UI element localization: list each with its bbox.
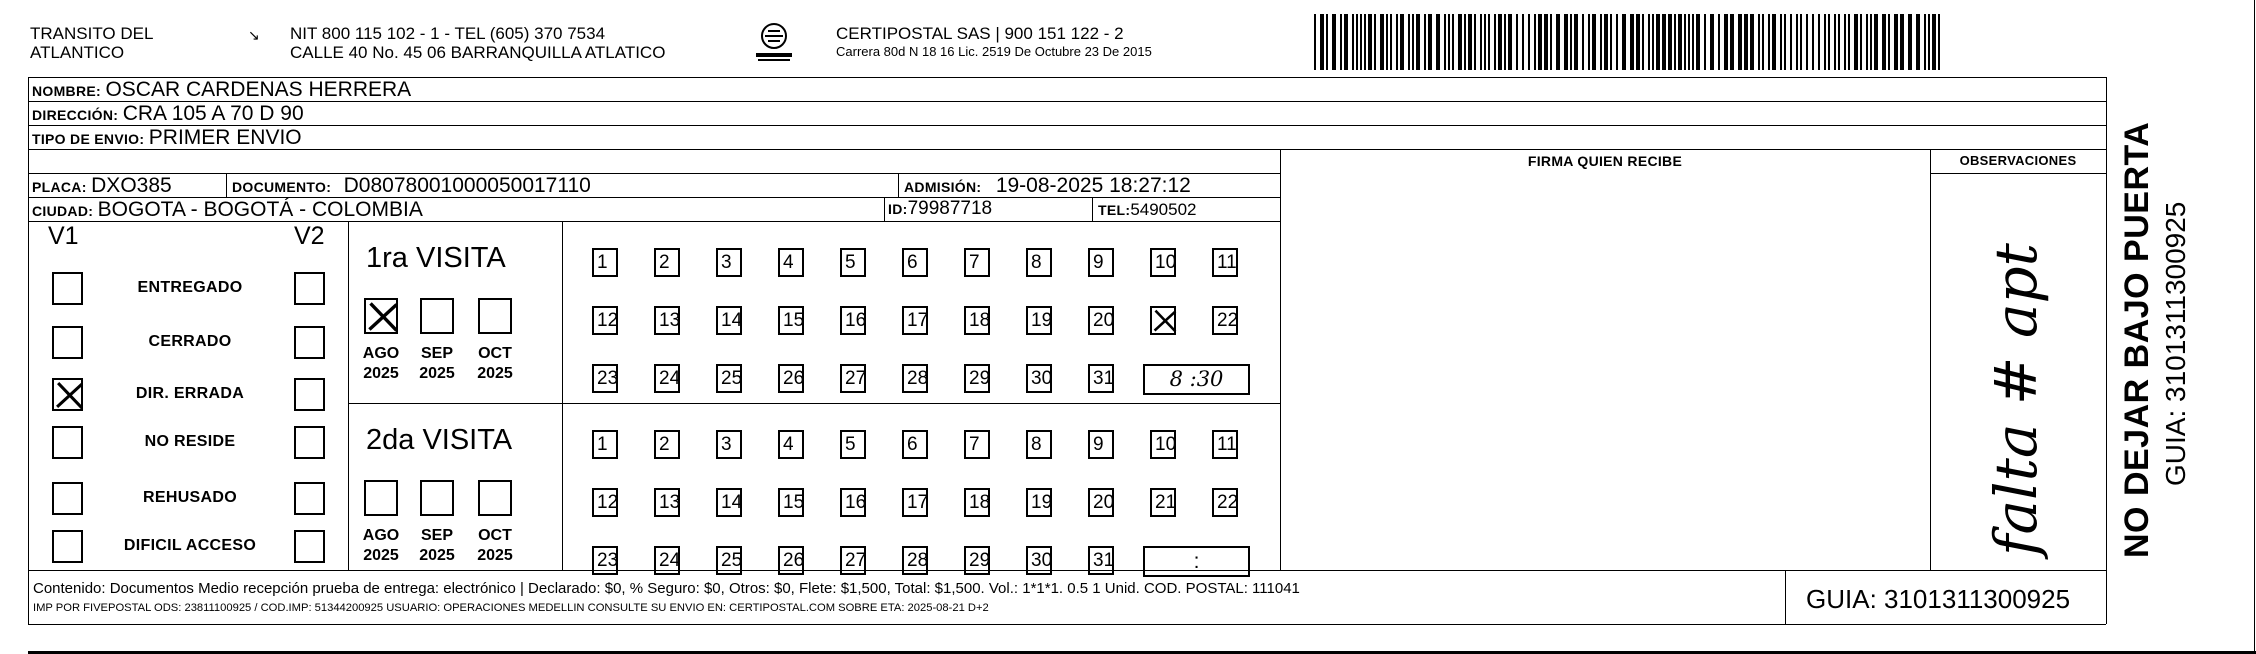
v2-header: V2 <box>294 222 325 250</box>
tel-field: TEL:5490502 <box>1098 200 1197 219</box>
month-year: 2025 <box>363 365 399 382</box>
status-label-1: CERRADO <box>148 333 232 350</box>
day-box-0-29[interactable] <box>964 364 990 393</box>
month-label-1-2 <box>470 526 520 566</box>
day-box-0-15[interactable] <box>778 306 804 335</box>
day-number: 18 <box>969 310 991 331</box>
day-number: 15 <box>783 310 805 331</box>
visit-title-0: 1ra VISITA <box>366 242 506 274</box>
tipo-envio-row: TIPO DE ENVIO: PRIMER ENVIO <box>32 126 302 149</box>
day-box-0-23[interactable] <box>592 364 618 393</box>
status-label-4: REHUSADO <box>143 489 237 506</box>
day-number: 13 <box>659 492 681 513</box>
day-number: 3 <box>721 434 732 455</box>
day-number: 14 <box>721 492 743 513</box>
day-number: 9 <box>1093 434 1104 455</box>
day-box-0-22[interactable] <box>1212 306 1238 335</box>
day-number: 11 <box>1217 434 1237 455</box>
month-year: 2025 <box>363 547 399 564</box>
month-year: 2025 <box>477 365 513 382</box>
month-label-0-1 <box>412 344 462 384</box>
day-box-1-23[interactable] <box>592 546 618 575</box>
day-number: 4 <box>783 252 794 273</box>
day-number: 23 <box>597 368 619 389</box>
month-name: SEP <box>420 345 453 362</box>
day-box-0-27[interactable] <box>840 364 866 393</box>
direccion-value: CRA 105 A 70 D 90 <box>122 102 304 125</box>
no-dejar-bajo-puerta: NO DEJAR BAJO PUERTA <box>2118 121 2156 558</box>
nombre-value: OSCAR CARDENAS HERRERA <box>105 78 412 101</box>
day-number: 25 <box>721 368 743 389</box>
footer-imp-line: IMP POR FIVEPOSTAL ODS: 23811100925 / COD.IMP: 51344200925 USUARIO: OPERACIONES MEDELLIN CONSULTE SU ENVIO EN: CERTIPOSTAL.COM SOBRE ETA: 2025-08-21 D+2 <box>33 602 989 614</box>
day-number: 27 <box>845 550 867 571</box>
day-box-0-13[interactable] <box>654 306 680 335</box>
day-box-1-15[interactable] <box>778 488 804 517</box>
day-number: 4 <box>783 434 794 455</box>
day-number: 26 <box>783 550 805 571</box>
day-number: 2 <box>659 252 670 273</box>
day-number: 19 <box>1031 310 1053 331</box>
direccion-row: DIRECCIÓN: CRA 105 A 70 D 90 <box>32 102 304 125</box>
issuer-contact: NIT 800 115 102 - 1 - TEL (605) 370 7534 CALLE 40 No. 45 06 BARRANQUILLA ATLATICO <box>290 24 666 62</box>
checkbox-v1-3[interactable] <box>52 426 83 459</box>
day-box-1-17[interactable] <box>902 488 928 517</box>
guia-vertical: GUIA: 3101311300925 <box>2160 201 2191 486</box>
small-mark: ↘ <box>248 27 260 43</box>
day-box-1-2[interactable] <box>654 430 680 459</box>
day-number: 24 <box>659 550 681 571</box>
nombre-row: NOMBRE: OSCAR CARDENAS HERRERA <box>32 78 412 101</box>
tipo-envio-value: PRIMER ENVIO <box>148 126 302 149</box>
day-number: 6 <box>907 434 918 455</box>
month-checkbox-1-1[interactable] <box>420 480 454 516</box>
checkbox-v1-0[interactable] <box>52 272 83 305</box>
day-number: 20 <box>1093 310 1115 331</box>
footer-guia: GUIA: 3101311300925 <box>1806 584 2071 614</box>
day-box-1-6[interactable] <box>902 430 928 459</box>
day-number: 7 <box>969 252 980 273</box>
day-box-0-11[interactable] <box>1212 248 1238 277</box>
day-box-0-28[interactable] <box>902 364 928 393</box>
day-box-1-10[interactable] <box>1150 430 1176 459</box>
month-year: 2025 <box>477 547 513 564</box>
day-box-1-8[interactable] <box>1026 430 1052 459</box>
day-number: 3 <box>721 252 732 273</box>
day-box-0-3[interactable] <box>716 248 742 277</box>
checkbox-v1-5[interactable] <box>52 530 83 563</box>
day-box-0-21[interactable] <box>1150 306 1176 335</box>
day-number: 25 <box>721 550 743 571</box>
day-number: 10 <box>1155 434 1177 455</box>
day-number: 8 <box>1031 252 1042 273</box>
checkbox-v2-4[interactable] <box>294 482 325 515</box>
day-number: 26 <box>783 368 805 389</box>
day-box-0-31[interactable] <box>1088 364 1114 393</box>
day-box-0-1[interactable] <box>592 248 618 277</box>
checkbox-v1-4[interactable] <box>52 482 83 515</box>
day-box-1-30[interactable] <box>1026 546 1052 575</box>
status-label-0: ENTREGADO <box>137 279 243 296</box>
day-box-1-26[interactable] <box>778 546 804 575</box>
visit-time-box-0[interactable] <box>1143 364 1250 395</box>
day-box-1-31[interactable] <box>1088 546 1114 575</box>
checkbox-v2-2[interactable] <box>294 378 325 411</box>
month-checkbox-0-0[interactable] <box>364 298 398 334</box>
certipostal-logo <box>752 20 796 64</box>
visit-title-1: 2da VISITA <box>366 424 513 456</box>
day-number: 28 <box>907 368 929 389</box>
placa-field: PLACA: DXO385 <box>32 174 172 197</box>
month-name: AGO <box>362 345 400 362</box>
day-box-0-8[interactable] <box>1026 248 1052 277</box>
month-label-1-0 <box>356 526 406 566</box>
day-number: 9 <box>1093 252 1104 273</box>
day-box-0-25[interactable] <box>716 364 742 393</box>
month-name: AGO <box>362 527 400 544</box>
day-box-1-21[interactable] <box>1150 488 1176 517</box>
day-number: 2 <box>659 434 670 455</box>
day-box-1-27[interactable] <box>840 546 866 575</box>
visit-time: : <box>1193 550 1200 573</box>
id-value: 79987718 <box>907 198 993 219</box>
month-year: 2025 <box>419 365 455 382</box>
id-field: ID:79987718 <box>888 198 993 219</box>
day-box-1-16[interactable] <box>840 488 866 517</box>
day-box-0-7[interactable] <box>964 248 990 277</box>
day-box-1-12[interactable] <box>592 488 618 517</box>
placa-value: DXO385 <box>91 174 172 197</box>
day-number: 10 <box>1155 252 1177 273</box>
day-box-0-10[interactable] <box>1150 248 1176 277</box>
month-checkbox-1-0[interactable] <box>364 480 398 516</box>
day-box-0-12[interactable] <box>592 306 618 335</box>
day-number: 15 <box>783 492 805 513</box>
day-number: 21 <box>1155 492 1177 513</box>
checkbox-v1-2[interactable] <box>52 378 83 411</box>
admision-field: ADMISIÓN: 19-08-2025 18:27:12 <box>904 174 1191 197</box>
month-name: OCT <box>478 345 512 362</box>
day-number: 29 <box>969 550 991 571</box>
day-box-1-3[interactable] <box>716 430 742 459</box>
tel-value: 5490502 <box>1130 200 1197 219</box>
day-box-1-24[interactable] <box>654 546 680 575</box>
day-number: 1 <box>597 434 608 455</box>
day-number: 7 <box>969 434 980 455</box>
day-number: 22 <box>1217 492 1239 513</box>
day-number: 27 <box>845 368 867 389</box>
checkbox-v2-5[interactable] <box>294 530 325 563</box>
day-box-0-5[interactable] <box>840 248 866 277</box>
day-box-1-13[interactable] <box>654 488 680 517</box>
day-number: 14 <box>721 310 743 331</box>
day-number: 19 <box>1031 492 1053 513</box>
status-label-2: DIR. ERRADA <box>135 385 245 402</box>
day-box-1-1[interactable] <box>592 430 618 459</box>
day-box-0-18[interactable] <box>964 306 990 335</box>
day-number: 18 <box>969 492 991 513</box>
barcode <box>1314 14 1948 70</box>
day-box-1-4[interactable] <box>778 430 804 459</box>
month-label-0-2 <box>470 344 520 384</box>
day-number: 29 <box>969 368 991 389</box>
visit-time: 8 :30 <box>1169 367 1224 391</box>
day-box-1-18[interactable] <box>964 488 990 517</box>
day-box-1-11[interactable] <box>1212 430 1238 459</box>
day-number: 12 <box>597 492 619 513</box>
month-label-0-0 <box>356 344 406 384</box>
month-checkbox-0-1[interactable] <box>420 298 454 334</box>
day-box-1-9[interactable] <box>1088 430 1114 459</box>
day-number: 30 <box>1031 550 1053 571</box>
day-number: 31 <box>1093 550 1115 571</box>
day-number: 16 <box>845 310 867 331</box>
day-box-0-9[interactable] <box>1088 248 1114 277</box>
day-box-0-6[interactable] <box>902 248 928 277</box>
day-number: 30 <box>1031 368 1053 389</box>
day-box-1-7[interactable] <box>964 430 990 459</box>
day-box-1-14[interactable] <box>716 488 742 517</box>
day-box-0-2[interactable] <box>654 248 680 277</box>
day-box-1-20[interactable] <box>1088 488 1114 517</box>
day-number: 12 <box>597 310 619 331</box>
courier-info: CERTIPOSTAL SAS | 900 151 122 - 2 Carrera 80d N 18 16 Lic. 2519 De Octubre 23 De 2015 <box>836 24 1152 59</box>
day-box-1-22[interactable] <box>1212 488 1238 517</box>
observaciones-label: OBSERVACIONES <box>1959 153 2077 168</box>
day-number: 5 <box>845 252 856 273</box>
firma-label: FIRMA QUIEN RECIBE <box>1527 153 1683 169</box>
footer-contenido: Contenido: Documentos Medio recepción prueba de entrega: electrónico | Declarado: $0, % Seguro: $0, Otros: $0, Flete: $1,500, Total: $1,500. Vol.: 1*1*1. 0.5 1 Unid. COD. POSTAL: 111041 <box>33 580 1300 597</box>
day-box-1-28[interactable] <box>902 546 928 575</box>
ciudad-field: CIUDAD: BOGOTA - BOGOTÁ - COLOMBIA <box>32 198 423 221</box>
day-number: 16 <box>845 492 867 513</box>
day-box-0-19[interactable] <box>1026 306 1052 335</box>
issuer-name: TRANSITO DEL ATLANTICO <box>30 24 154 62</box>
day-number: 17 <box>907 310 929 331</box>
day-box-1-5[interactable] <box>840 430 866 459</box>
month-name: OCT <box>478 527 512 544</box>
checkbox-v2-0[interactable] <box>294 272 325 305</box>
day-box-0-14[interactable] <box>716 306 742 335</box>
month-checkbox-0-2[interactable] <box>478 298 512 334</box>
day-box-1-19[interactable] <box>1026 488 1052 517</box>
checkbox-v2-3[interactable] <box>294 426 325 459</box>
day-number: 31 <box>1093 368 1115 389</box>
status-label-5: DIFICIL ACCESO <box>123 537 257 554</box>
checkbox-v2-1[interactable] <box>294 326 325 359</box>
day-number: 8 <box>1031 434 1042 455</box>
day-box-0-24[interactable] <box>654 364 680 393</box>
v1-header: V1 <box>48 222 79 250</box>
day-number: 23 <box>597 550 619 571</box>
day-number: 20 <box>1093 492 1115 513</box>
documento-value: D08078001000050017110 <box>343 174 591 197</box>
month-checkbox-1-2[interactable] <box>478 480 512 516</box>
day-box-0-20[interactable] <box>1088 306 1114 335</box>
documento-field: DOCUMENTO: D08078001000050017110 <box>232 174 591 197</box>
month-name: SEP <box>420 527 453 544</box>
day-box-0-16[interactable] <box>840 306 866 335</box>
day-number: 5 <box>845 434 856 455</box>
status-label-3: NO RESIDE <box>144 433 236 450</box>
day-number: 24 <box>659 368 681 389</box>
day-number: 22 <box>1217 310 1239 331</box>
day-number: 1 <box>597 252 608 273</box>
month-label-1-1 <box>412 526 462 566</box>
checkbox-v1-1[interactable] <box>52 326 83 359</box>
ciudad-value: BOGOTA - BOGOTÁ - COLOMBIA <box>97 198 423 221</box>
admision-value: 19-08-2025 18:27:12 <box>995 174 1191 197</box>
day-box-1-29[interactable] <box>964 546 990 575</box>
day-number: 17 <box>907 492 929 513</box>
day-number: 11 <box>1217 252 1237 273</box>
day-box-0-26[interactable] <box>778 364 804 393</box>
visit-time-box-1[interactable] <box>1143 546 1250 577</box>
day-box-0-17[interactable] <box>902 306 928 335</box>
day-box-0-30[interactable] <box>1026 364 1052 393</box>
month-year: 2025 <box>419 547 455 564</box>
day-number: 13 <box>659 310 681 331</box>
day-box-0-4[interactable] <box>778 248 804 277</box>
day-number: 6 <box>907 252 918 273</box>
observaciones-handwriting: falta # apt <box>1982 243 2050 556</box>
day-box-1-25[interactable] <box>716 546 742 575</box>
day-number: 28 <box>907 550 929 571</box>
